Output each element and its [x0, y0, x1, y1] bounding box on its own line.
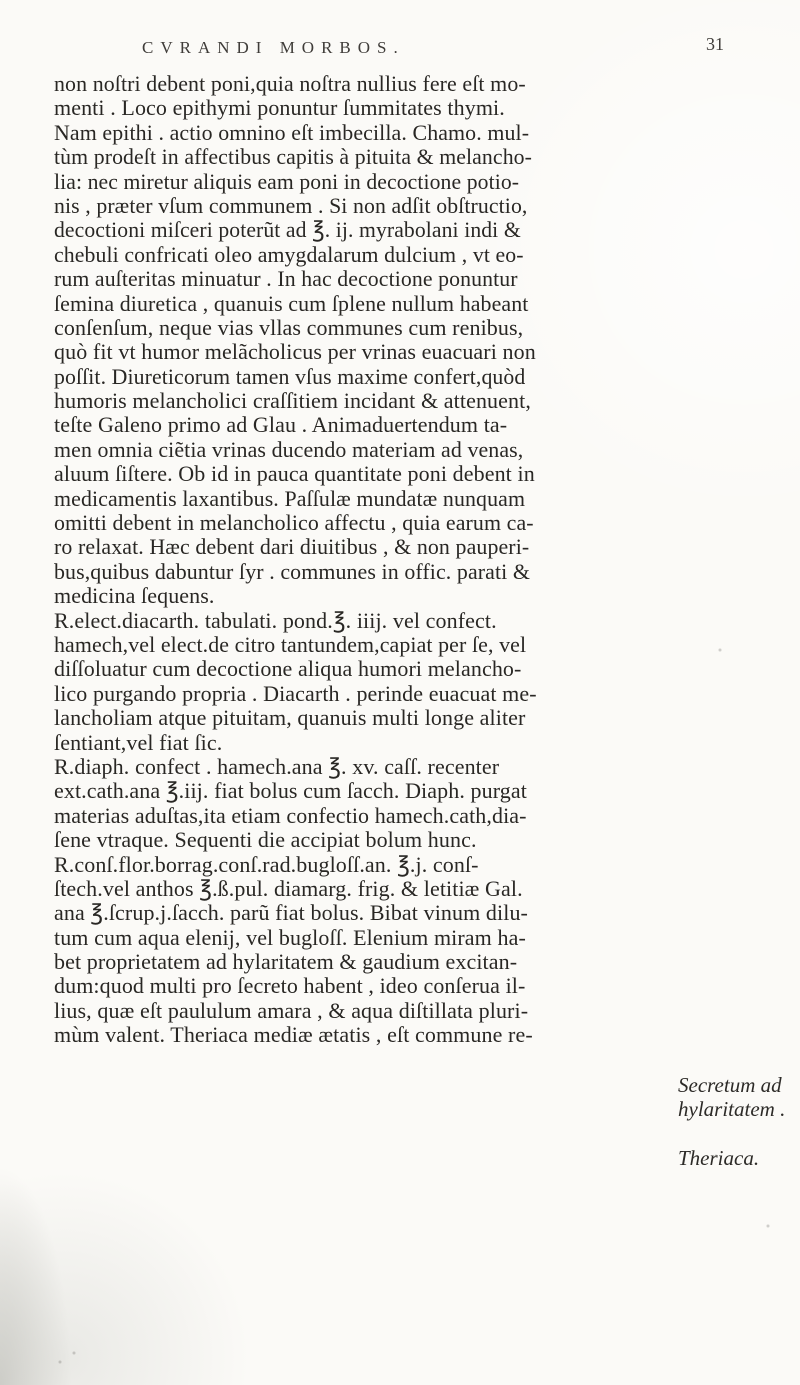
body-line: ro relaxat. Hæc debent dari diuitibus , & non pauperi- — [54, 534, 530, 560]
body-line: lico purgando propria . Diacarth . perinde euacuat me- — [54, 680, 537, 706]
body-line: ſemina diuretica , quanuis cum ſplene nullum habeant — [54, 290, 529, 316]
main-text-block — [54, 72, 734, 1048]
body-line: bus,quibus dabuntur ſyr . communes in offic. parati & — [54, 558, 531, 584]
body-line: nis , præter vſum communem . Si non adſit obſtructio, — [54, 192, 528, 218]
body-line: chebuli confricati oleo amygdalarum dulcium , vt eo- — [54, 241, 524, 267]
body-line: R.diaph. confect . hamech.ana ℥. xv. caſſ. recenter — [54, 753, 500, 779]
body-line: bet proprietatem ad hylaritatem & gaudium excitan- — [54, 949, 518, 975]
body-line: menti . Loco epithymi ponuntur ſummitates thymi. — [54, 95, 505, 121]
body-line: aluum ſiſtere. Ob id in pauca quantitate poni debent in — [54, 461, 535, 487]
body-line: quò fit vt humor melãcholicus per vrinas euacuari non — [54, 339, 536, 365]
body-line: hamech,vel elect.de citro tantundem,capiat per ſe, vel — [54, 631, 527, 657]
body-line: tùm prodeſt in affectibus capitis à pituita & melancho- — [54, 144, 533, 170]
body-line: dum:quod multi pro ſecreto habent , ideo conſerua il- — [54, 973, 526, 999]
body-line: conſenſum, neque vias vllas communes cum renibus, — [54, 314, 524, 340]
body-line: omitti debent in melancholico affectu , quia earum ca- — [54, 510, 534, 536]
body-line: lia: nec miretur aliquis eam poni in decoctione potio- — [54, 168, 520, 194]
body-line: rum auſteritas minuatur . In hac decoctione ponuntur — [54, 266, 518, 292]
body-line: R.conſ.flor.borrag.conſ.rad.bugloſſ.an. ℥.j. conſ- — [54, 851, 479, 877]
body-line: ana ℥.ſcrup.j.ſacch. parũ fiat bolus. Bibat vinum dilu- — [54, 900, 528, 926]
body-line: medicina ſequens. — [54, 583, 215, 609]
body-line: ſene vtraque. Sequenti die accipiat bolum hunc. — [54, 827, 477, 853]
body-line: lius, quæ eſt paululum amara , & aqua diſtillata pluri- — [54, 997, 529, 1023]
body-line: mùm valent. Theriaca mediæ ætatis , eſt commune re- — [54, 1022, 533, 1048]
body-line: lancholiam atque pituitam, quanuis multi longe aliter — [54, 705, 526, 731]
body-line: ext.cath.ana ℥.iij. fiat bolus cum ſacch. Diaph. purgat — [54, 778, 527, 804]
body-line: ſtech.vel anthos ℥.ß.pul. diamarg. frig. & letitiæ Gal. — [54, 875, 523, 901]
body-line: teſte Galeno primo ad Glau . Animaduertendum ta- — [54, 412, 508, 438]
body-line: ſentiant,vel fiat ſic. — [54, 729, 223, 755]
running-title: CVRANDI MORBOS. — [142, 38, 405, 57]
body-line: Nam epithi . actio omnino eſt imbecilla. Chamo. mul- — [54, 119, 530, 145]
margin-note-theriaca: Theriaca. — [678, 1146, 760, 1170]
margin-note-hylaritatem: hylaritatem . — [678, 1097, 786, 1121]
body-line: humoris melancholici craſſitiem incidant & attenuent, — [54, 388, 531, 414]
body-line: tum cum aqua elenij, vel bugloſſ. Elenium miram ha- — [54, 924, 526, 950]
body-line: medicamentis laxantibus. Paſſulæ mundatæ nunquam — [54, 485, 526, 511]
margin-note-secretum: Secretum ad — [678, 1073, 782, 1097]
body-line: poſſit. Diureticorum tamen vſus maxime confert,quòd — [54, 363, 526, 389]
body-line: materias aduſtas,ita etiam confectio hamech.cath,dia- — [54, 802, 527, 828]
page-number: 31 — [706, 34, 724, 54]
page-edge-shadow — [0, 1165, 72, 1385]
body-line: non noſtri debent poni,quia noſtra nullius fere eſt mo- — [54, 71, 526, 96]
body-line: R.elect.diacarth. tabulati. pond.℥. iiij. vel confect. — [54, 607, 497, 633]
body-line: men omnia ciẽtia vrinas ducendo materiam ad venas, — [54, 436, 524, 462]
body-line: decoctioni miſceri poterũt ad ℥. ij. myrabolani indi & — [54, 217, 521, 243]
body-line: diſſoluatur cum decoctione aliqua humori melancho- — [54, 656, 522, 682]
